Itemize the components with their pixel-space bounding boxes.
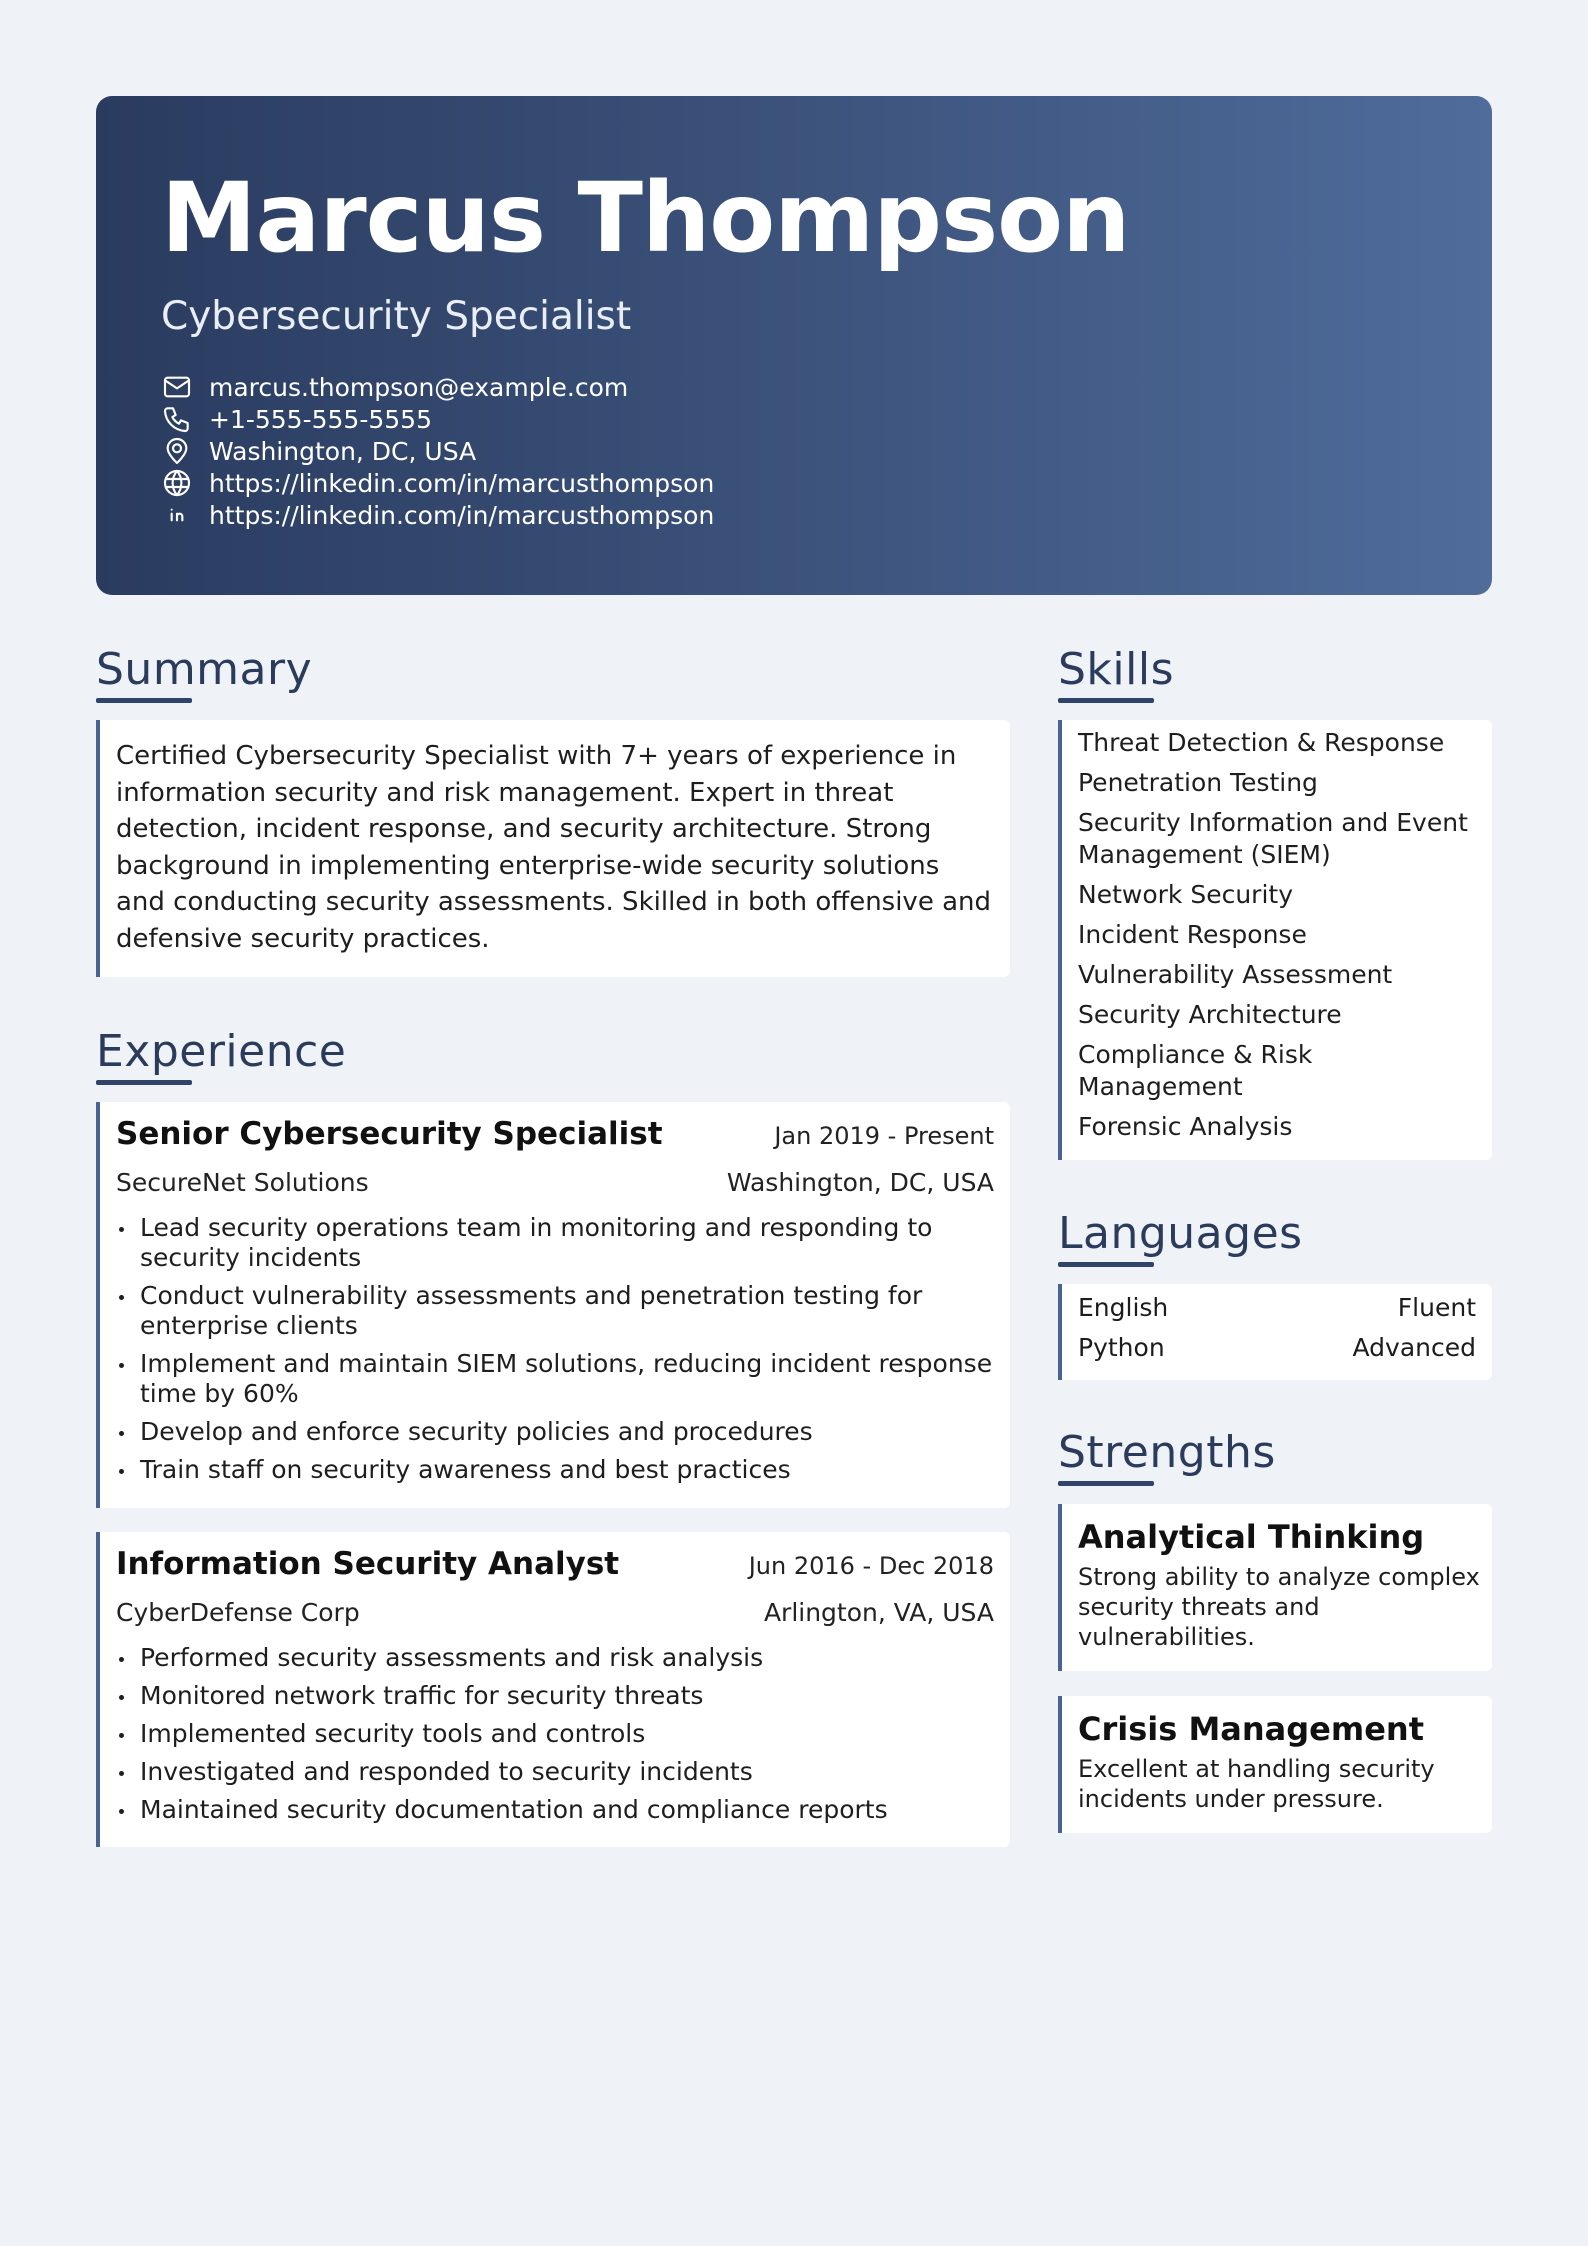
contact-website-text: https://linkedin.com/in/marcusthompson — [209, 468, 715, 498]
job-title: Information Security Analyst — [116, 1546, 620, 1582]
languages-underline — [1058, 1262, 1154, 1267]
strengths-underline — [1058, 1481, 1154, 1486]
job-title: Senior Cybersecurity Specialist — [116, 1116, 663, 1152]
contact-website[interactable] — [161, 467, 1492, 499]
skill-item: Vulnerability Assessment — [1078, 960, 1393, 989]
strength-description: Strong ability to analyze complex security threats and vulnerabilities. — [1078, 1563, 1480, 1651]
strength-title: Crisis Management — [1078, 1710, 1424, 1748]
contact-phone-text: +1-555-555-5555 — [209, 404, 432, 434]
language-name: Python — [1078, 1333, 1165, 1362]
skill-item: Compliance & Risk Management — [1078, 1040, 1313, 1101]
experience-heading: Experience — [96, 1026, 347, 1077]
skill-item: Threat Detection & Response — [1078, 728, 1445, 757]
skill-item: Forensic Analysis — [1078, 1112, 1293, 1141]
job-bullet: Performed security assessments and risk analysis — [116, 1643, 994, 1673]
job-bullet: Implement and maintain SIEM solutions, reducing incident response time by 60% — [116, 1349, 994, 1409]
globe-icon — [161, 467, 193, 499]
job-company: SecureNet Solutions — [116, 1168, 369, 1197]
job-dates: Jan 2019 - Present — [774, 1122, 994, 1150]
contact-list — [161, 371, 1492, 531]
summary-heading: Summary — [96, 644, 313, 695]
job-location: Washington, DC, USA — [726, 1168, 994, 1197]
job-card — [96, 1532, 1010, 1847]
resume-header — [96, 96, 1492, 595]
strength-card — [1058, 1504, 1492, 1671]
location-icon — [161, 435, 193, 467]
job-card — [96, 1102, 1010, 1508]
skill-item: Penetration Testing — [1078, 768, 1318, 797]
strength-card — [1058, 1696, 1492, 1833]
candidate-title: Cybersecurity Specialist — [161, 294, 632, 339]
strengths-heading: Strengths — [1058, 1427, 1276, 1478]
contact-email[interactable] — [161, 371, 1492, 403]
contact-location — [161, 435, 1492, 467]
skill-item: Security Information and Event Management (SIEM) — [1078, 808, 1468, 869]
job-dates: Jun 2016 - Dec 2018 — [748, 1552, 994, 1580]
skills-card — [1058, 720, 1492, 1160]
experience-underline — [96, 1080, 192, 1085]
contact-email-text: marcus.thompson@example.com — [209, 372, 629, 402]
skill-item: Incident Response — [1078, 920, 1307, 949]
summary-card — [96, 720, 1010, 977]
contact-location-text: Washington, DC, USA — [209, 436, 477, 466]
phone-icon — [161, 403, 193, 435]
strength-title: Analytical Thinking — [1078, 1518, 1425, 1556]
contact-phone[interactable] — [161, 403, 1492, 435]
language-row — [1078, 1332, 1476, 1364]
contact-linkedin[interactable] — [161, 499, 1492, 531]
job-bullet: Implemented security tools and controls — [116, 1719, 994, 1749]
job-location: Arlington, VA, USA — [763, 1598, 994, 1627]
summary-underline — [96, 698, 192, 703]
strength-description: Excellent at handling security incidents under pressure. — [1078, 1755, 1435, 1813]
summary-text: Certified Cybersecurity Specialist with 7+ years of experience in information security and risk management. Expert in threat detection, incident response, and security architecture. Strong background in implementing enterprise-wide security solutions and conducting security assessments. Skilled in both offensive and defensive security practices. — [116, 741, 991, 954]
job-bullet: Monitored network traffic for security threats — [116, 1681, 994, 1711]
candidate-name: Marcus Thompson — [161, 162, 1130, 274]
languages-card — [1058, 1284, 1492, 1380]
job-bullet: Develop and enforce security policies and procedures — [116, 1417, 994, 1447]
job-bullet: Investigated and responded to security incidents — [116, 1757, 994, 1787]
linkedin-icon — [161, 499, 193, 531]
job-company: CyberDefense Corp — [116, 1598, 360, 1627]
job-header — [116, 1116, 994, 1152]
mail-icon — [161, 371, 193, 403]
job-bullets — [116, 1643, 994, 1825]
languages-heading: Languages — [1058, 1208, 1303, 1259]
skill-item: Network Security — [1078, 880, 1293, 909]
skills-underline — [1058, 698, 1154, 703]
skill-item: Security Architecture — [1078, 1000, 1342, 1029]
job-bullet: Maintained security documentation and compliance reports — [116, 1795, 994, 1825]
contact-linkedin-text: https://linkedin.com/in/marcusthompson — [209, 500, 715, 530]
job-header — [116, 1546, 994, 1582]
skills-heading: Skills — [1058, 644, 1175, 695]
job-bullet: Train staff on security awareness and best practices — [116, 1455, 994, 1485]
job-subheader — [116, 1598, 994, 1627]
language-name: English — [1078, 1293, 1169, 1322]
job-subheader — [116, 1168, 994, 1197]
job-bullet: Lead security operations team in monitoring and responding to security incidents — [116, 1213, 994, 1273]
language-row — [1078, 1292, 1476, 1324]
job-bullets — [116, 1213, 994, 1485]
language-level: Fluent — [1397, 1293, 1476, 1322]
language-level: Advanced — [1352, 1333, 1476, 1362]
job-bullet: Conduct vulnerability assessments and penetration testing for enterprise clients — [116, 1281, 994, 1341]
